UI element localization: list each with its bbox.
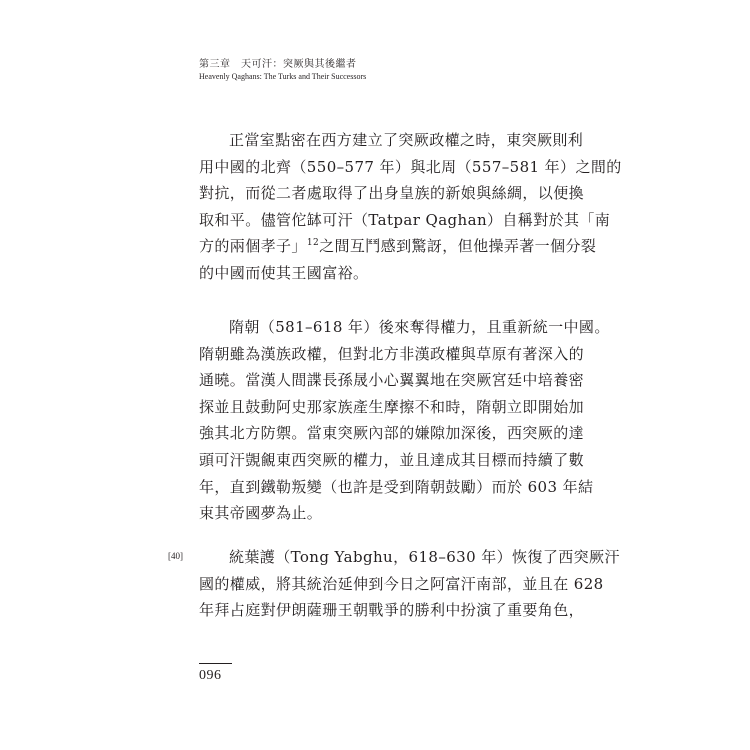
paragraph-1	[199, 127, 622, 287]
paragraph-line: 探並且鼓動阿史那家族產生摩擦不和時，隋朝立即開始加	[199, 397, 585, 416]
page-number: 096	[199, 668, 222, 683]
paragraph-line: 隋朝（581–618 年）後來奪得權力，且重新統一中國。	[229, 318, 610, 336]
paragraph-line: 強其北方防禦。當東突厥內部的嫌隙加深後，西突厥的達	[199, 424, 585, 443]
running-head	[199, 58, 599, 82]
paragraph-line: 統葉護（Tong Yabghu，618–630 年）恢復了西突厥汗	[229, 548, 620, 566]
paragraph-line: 年，直到鐵勒叛變（也許是受到隋朝鼓勵）而於 603 年結	[199, 477, 594, 496]
paragraph-line: 正當室點密在西方建立了突厥政權之時，東突厥則利	[229, 131, 584, 149]
page-number-rule	[199, 663, 232, 664]
paragraph-line: 隋朝雖為漢族政權，但對北方非漢政權與草原有著深入的	[199, 344, 585, 363]
footnote-reference[interactable]: 12	[306, 238, 320, 249]
paragraph-3	[199, 544, 620, 624]
paragraph-line: 國的權威，將其統治延伸到今日之阿富汗南部，並且在 628	[199, 574, 604, 593]
paragraph-2	[199, 314, 610, 527]
chapter-title-zh: 第三章 天可汗：突厥與其後繼者	[199, 59, 357, 70]
paragraph-line: 通曉。當漢人間諜長孫晟小心翼翼地在突厥宮廷中培養密	[199, 371, 585, 390]
paragraph-line: 用中國的北齊（550–577 年）與北周（557–581 年）之間的	[199, 157, 622, 176]
paragraph-line-part: 之間互鬥感到驚訝，但他操弄著一個分裂	[319, 237, 597, 256]
paragraph-line: 年拜占庭對伊朗薩珊王朝戰爭的勝利中扮演了重要角色，	[199, 601, 585, 620]
paragraph-line	[199, 233, 597, 260]
paragraph-line: 頭可汗覬覦東西突厥的權力，並且達成其目標而持續了數	[199, 450, 585, 469]
chapter-title-en: Heavenly Qaghans: The Turks and Their Successors	[199, 72, 367, 81]
paragraph-line-part: 方的兩個孝子」	[199, 237, 307, 256]
paragraph-line: 對抗，而從二者處取得了出身皇族的新娘與絲綢，以便換	[199, 184, 585, 203]
paragraph-line: 取和平。儘管佗缽可汗（Tatpar Qaghan）自稱對於其「南	[199, 210, 611, 229]
paragraph-line: 的中國而使其王國富裕。	[199, 263, 369, 282]
paragraph-line: 束其帝國夢為止。	[199, 504, 323, 523]
margin-note: [40]	[168, 551, 183, 561]
